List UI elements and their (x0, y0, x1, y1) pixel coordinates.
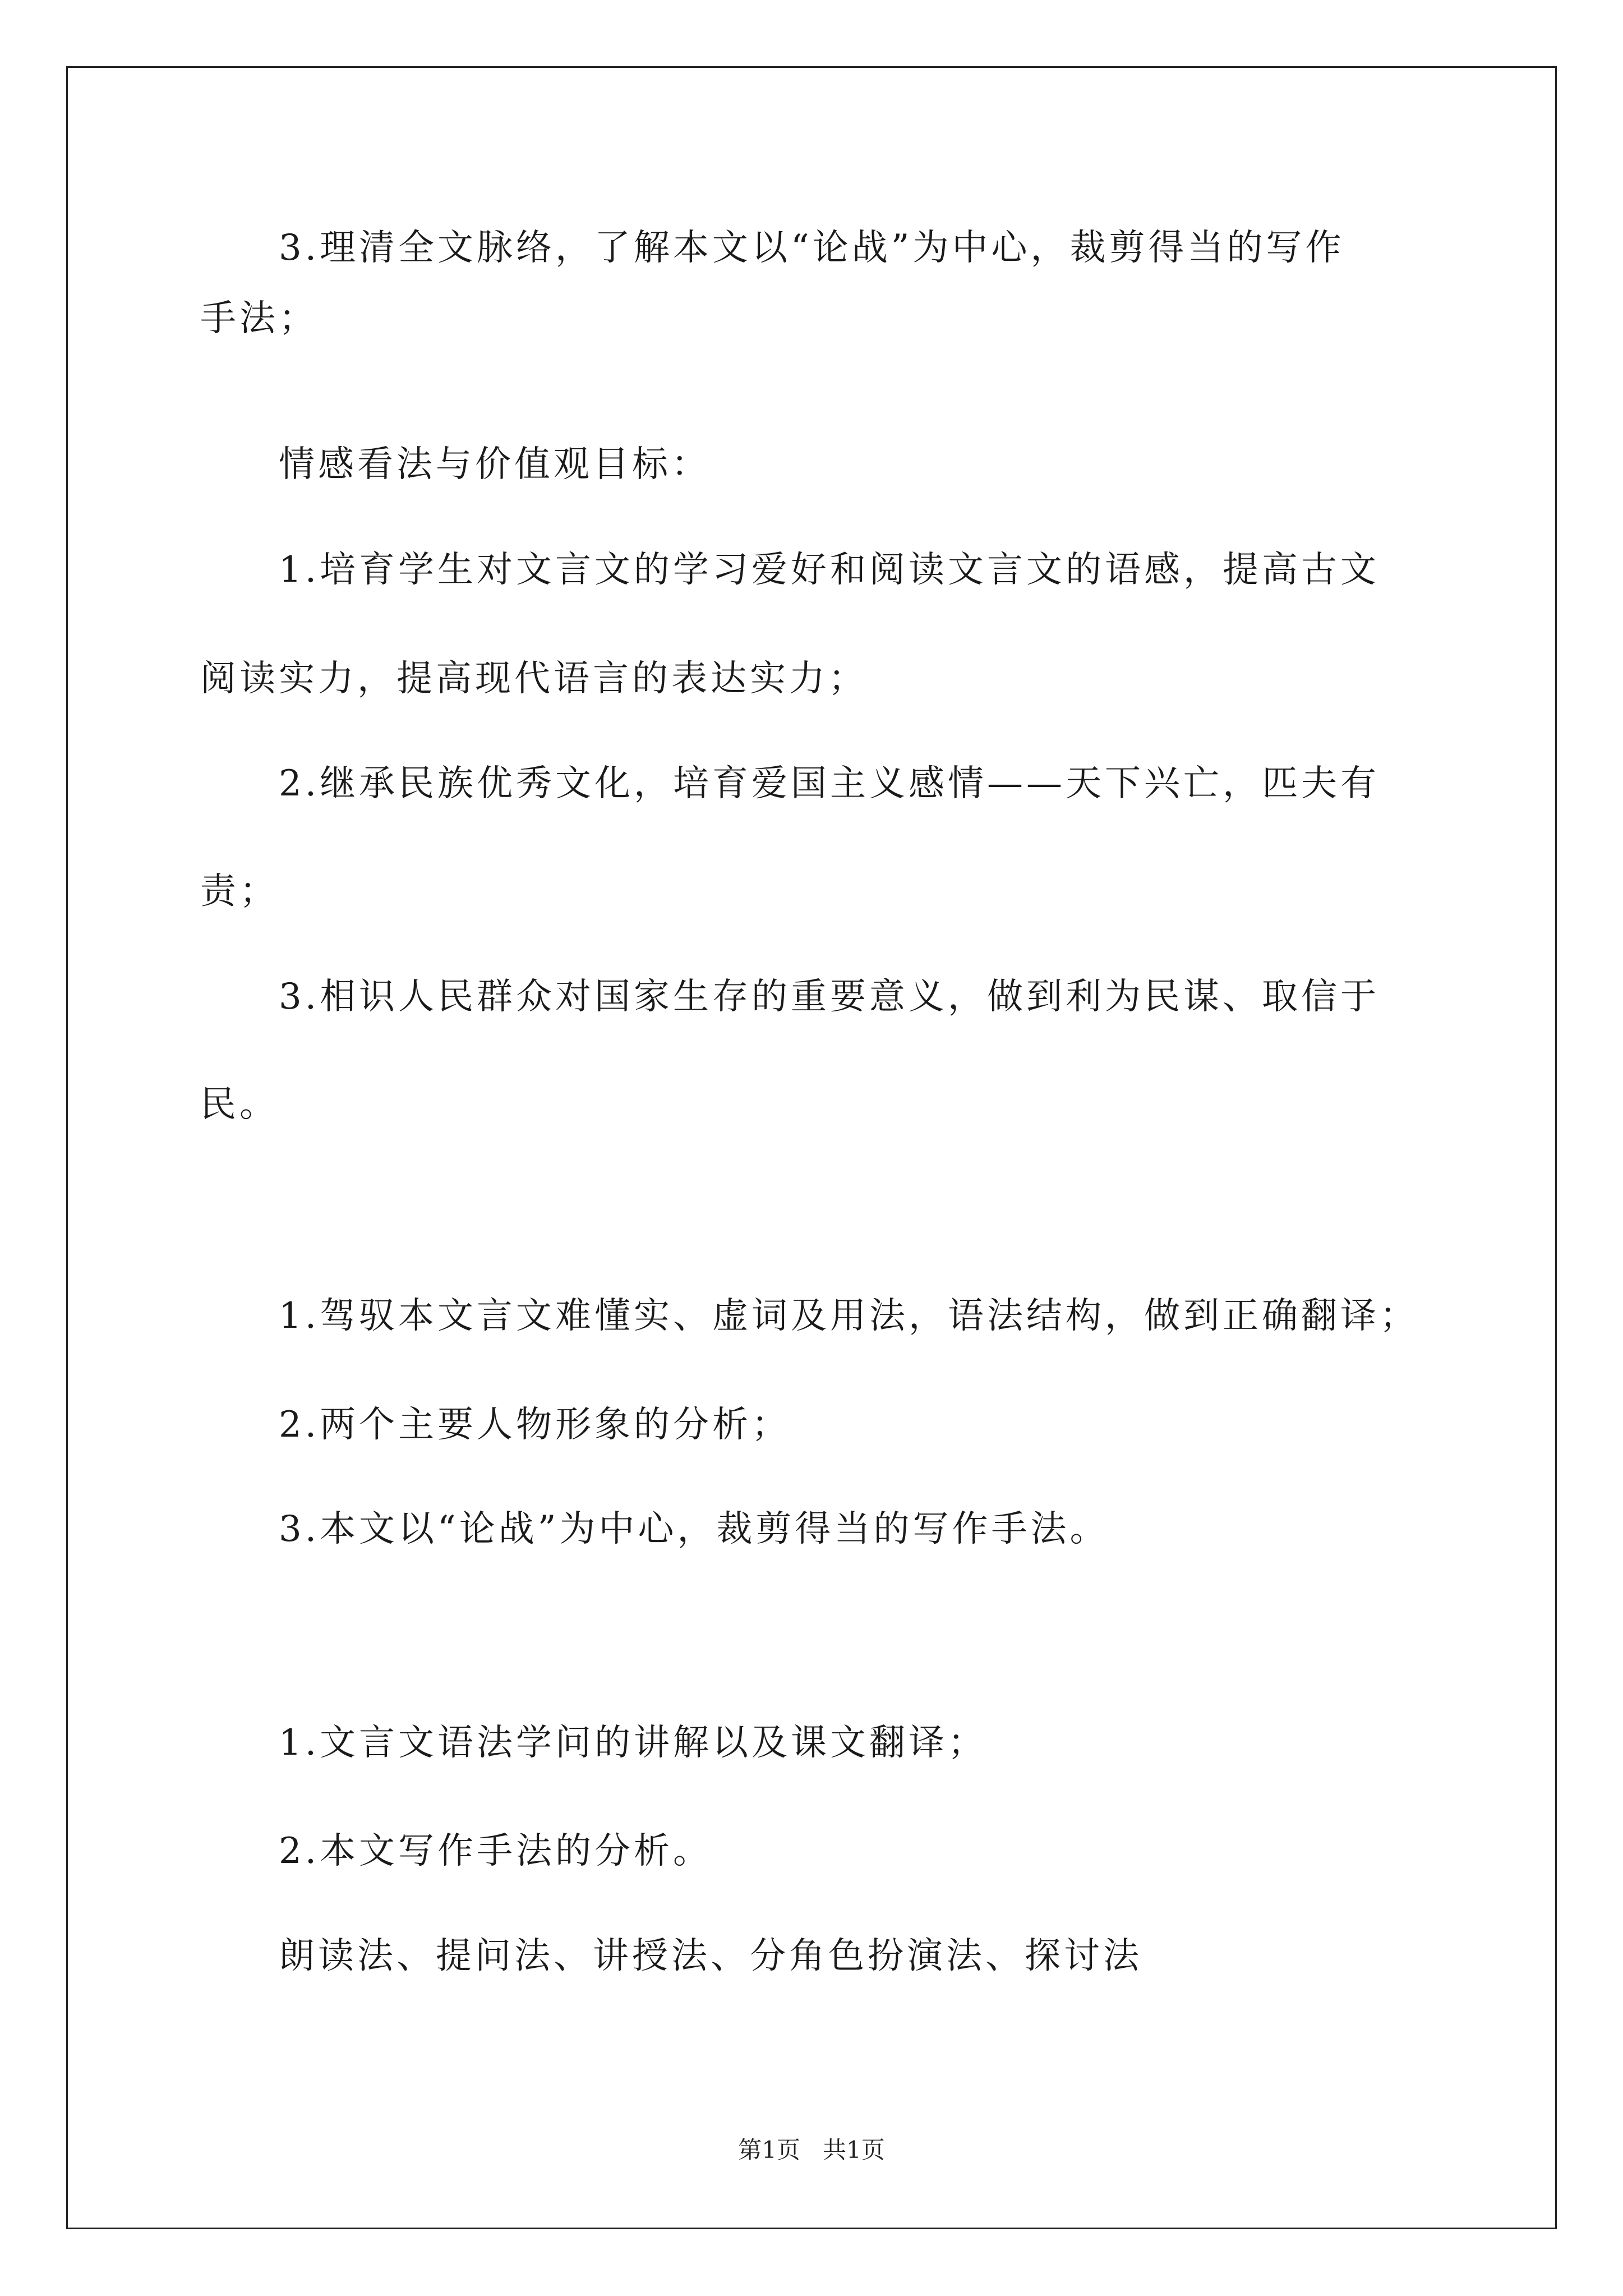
paragraph-line: 手法； (200, 298, 318, 339)
paragraph-line: 1.培育学生对文言文的学习爱好和阅读文言文的语感，提高古文 (279, 549, 1380, 591)
section-heading: 情感看法与价值观目标： (279, 444, 711, 485)
paragraph-line: 2.本文写作手法的分析。 (279, 1830, 713, 1872)
paragraph-line: 朗读法、提问法、讲授法、分角色扮演法、探讨法 (279, 1935, 1142, 1977)
paragraph-line: 阅读实力，提高现代语言的表达实力； (200, 658, 868, 700)
paragraph-line: 1.驾驭本文言文难懂实、虚词及用法，语法结构，做到正确翻译； (279, 1295, 1419, 1337)
paragraph-line: 2.继承民族优秀文化，培育爱国主义感情——天下兴亡，匹夫有 (279, 763, 1380, 804)
paragraph-line: 责； (200, 871, 279, 912)
paragraph-line: 2.两个主要人物形象的分析； (279, 1404, 791, 1446)
paragraph-line: 3.本文以“论战”为中心，裁剪得当的写作手法。 (279, 1508, 1109, 1550)
page-border (66, 66, 1557, 2229)
paragraph-line: 3.理清全文脉络，了解本文以“论战”为中心，裁剪得当的写作 (279, 227, 1345, 269)
paragraph-line: 3.相识人民群众对国家生存的重要意义，做到利为民谋、取信于 (279, 976, 1380, 1018)
paragraph-line: 民。 (200, 1084, 279, 1125)
page-number-footer: 第1页 共1页 (738, 2136, 885, 2164)
paragraph-line: 1.文言文语法学问的讲解以及课文翻译； (279, 1722, 988, 1764)
